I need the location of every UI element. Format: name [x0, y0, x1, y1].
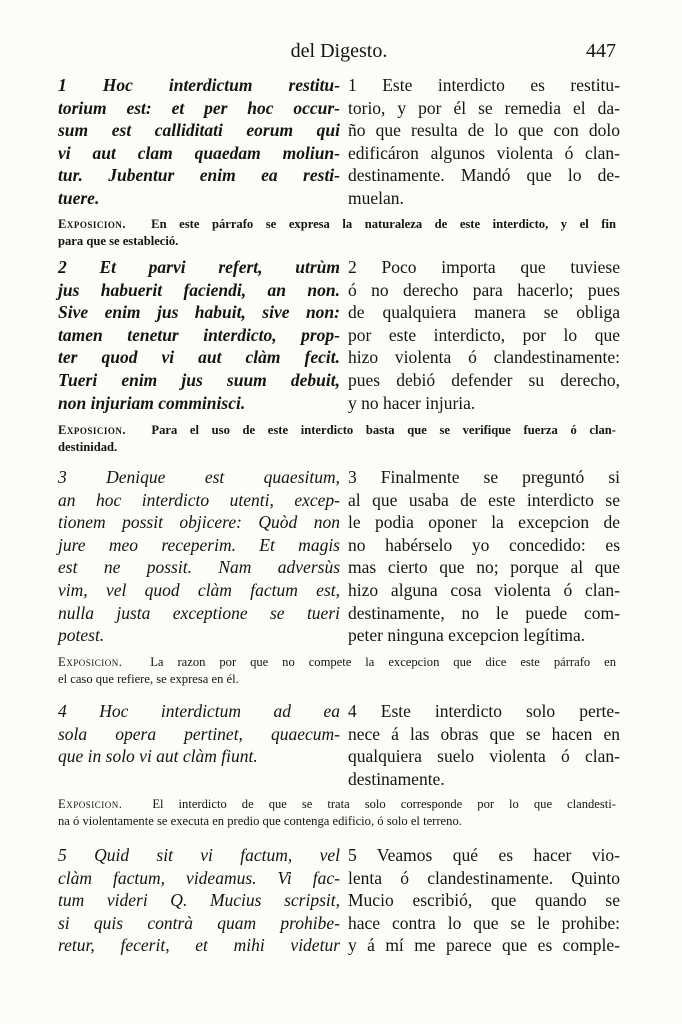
- latin-line: tur. Jubentur enim ea resti-: [58, 165, 340, 186]
- latin-line: torium est: et per hoc occur-: [58, 97, 340, 118]
- spanish-text: [348, 256, 620, 414]
- latin-line: ter quod vi aut clàm fecit.: [58, 347, 340, 368]
- exposicion-label: Exposicion.: [58, 217, 127, 231]
- latin-line: que in solo vi aut clàm fiunt.: [58, 746, 258, 767]
- latin-line: jure meo receperim. Et magis: [58, 534, 340, 555]
- spanish-line: hizo alguna cosa violenta ó clan-: [348, 579, 620, 600]
- section-1: [58, 74, 620, 248]
- page-header: [58, 40, 620, 68]
- exposicion-text: La razon por que no compete la excepcion que dice este párrafo en: [150, 655, 617, 669]
- latin-line: an hoc interdicto utenti, excep-: [58, 489, 340, 510]
- spanish-line: nece á las obras que se hacen en: [348, 723, 620, 744]
- latin-line: sum est calliditati eorum qui: [58, 120, 340, 141]
- section-5: [58, 844, 620, 964]
- latin-line: vi aut clam quaedam moliun-: [58, 142, 340, 163]
- spanish-line: pues debió defender su derecho,: [348, 369, 620, 390]
- exposicion-note: [58, 654, 616, 688]
- exposicion-note: [58, 216, 616, 250]
- latin-line: potest.: [58, 625, 105, 646]
- spanish-line: le podia oponer la excepcion de: [348, 512, 620, 533]
- latin-line: 1 Hoc interdictum restitu-: [58, 75, 340, 95]
- latin-line: tuere.: [58, 187, 100, 208]
- spanish-line: hizo violenta ó clandestinamente:: [348, 347, 620, 368]
- exposicion-text: el caso que refiere, se expresa en él.: [58, 672, 239, 686]
- spanish-line: lenta ó clandestinamente. Quinto: [348, 867, 620, 888]
- latin-line: vim, vel quod clàm factum est,: [58, 579, 340, 600]
- spanish-text: [348, 844, 620, 957]
- exposicion-note: [58, 796, 616, 830]
- latin-line: 4 Hoc interdictum ad ea: [58, 701, 340, 721]
- spanish-line: muelan.: [348, 187, 404, 208]
- spanish-line: destinamente.: [348, 768, 445, 789]
- spanish-line: peter ninguna excepcion legítima.: [348, 625, 586, 646]
- latin-line: retur, fecerit, et mihi videtur: [58, 935, 340, 956]
- latin-line: nulla justa exceptione se tueri: [58, 602, 340, 623]
- spanish-line: torio, y por él se remedia el da-: [348, 97, 620, 118]
- section-4: [58, 700, 620, 830]
- latin-line: Sive enim jus habuit, sive non:: [58, 302, 340, 323]
- latin-text: [58, 74, 340, 210]
- latin-line: 5 Quid sit vi factum, vel: [58, 845, 340, 865]
- spanish-line: y á mí me parece que es comple-: [348, 935, 620, 956]
- spanish-text: [348, 700, 620, 790]
- exposicion-text: En este párrafo se expresa la naturaleza de este interdicto, y el fin: [151, 217, 616, 231]
- exposicion-label: Exposicion.: [58, 797, 123, 811]
- latin-line: 3 Denique est quaesitum,: [58, 467, 340, 487]
- latin-line: tionem possit objicere: Quòd non: [58, 512, 340, 533]
- spanish-line: 4 Este interdicto solo perte-: [348, 701, 620, 721]
- spanish-line: 5 Veamos qué es hacer vio-: [348, 845, 620, 865]
- spanish-line: y no hacer injuria.: [348, 392, 476, 413]
- exposicion-text: na ó violentamente se executa en predio que contenga edificio, ó solo el terreno.: [58, 814, 462, 828]
- spanish-line: al que usaba de este interdicto se: [348, 489, 620, 510]
- exposicion-text: para que se estableció.: [58, 234, 179, 248]
- latin-text: [58, 256, 340, 414]
- exposicion-note: [58, 422, 616, 456]
- latin-line: tamen tenetur interdicto, prop-: [58, 324, 340, 345]
- exposicion-label: Exposicion.: [58, 423, 127, 437]
- section-3: [58, 466, 620, 686]
- spanish-line: destinamente, no le puede com-: [348, 602, 620, 623]
- spanish-line: ó no derecho para hacerlo; pues: [348, 279, 620, 300]
- spanish-text: [348, 466, 620, 647]
- latin-line: est ne possit. Nam adversùs: [58, 557, 340, 578]
- spanish-line: destinamente. Mandó que lo de-: [348, 165, 620, 186]
- latin-line: clàm factum, videamus. Vi fac-: [58, 867, 340, 888]
- running-title: del Digesto.: [290, 40, 388, 62]
- spanish-line: ño que resulta de lo que con dolo: [348, 120, 620, 141]
- page-number: 447: [586, 40, 616, 62]
- latin-text: [58, 700, 340, 768]
- spanish-line: por este interdicto, por lo que: [348, 324, 620, 345]
- latin-line: 2 Et parvi refert, utrùm: [58, 257, 340, 277]
- spanish-line: 2 Poco importa que tuviese: [348, 257, 620, 277]
- latin-line: non injuriam comminisci.: [58, 392, 246, 413]
- spanish-line: 3 Finalmente se preguntó si: [348, 467, 620, 487]
- spanish-line: hace contra lo que se le prohibe:: [348, 912, 620, 933]
- spanish-line: no habérselo yo concedido: es: [348, 534, 620, 555]
- spanish-line: qualquiera suelo violenta ó clan-: [348, 746, 620, 767]
- spanish-text: [348, 74, 620, 210]
- spanish-line: edificáron algunos violenta ó clan-: [348, 142, 620, 163]
- latin-text: [58, 844, 340, 957]
- exposicion-text: El interdicto de que se trata solo corresponde por lo que clandesti-: [152, 797, 616, 811]
- latin-line: sola opera pertinet, quaecum-: [58, 723, 340, 744]
- latin-line: Tueri enim jus suum debuit,: [58, 369, 340, 390]
- latin-text: [58, 466, 340, 647]
- spanish-line: Mucio escribió, que quando se: [348, 890, 620, 911]
- section-2: [58, 256, 620, 454]
- spanish-line: 1 Este interdicto es restitu-: [348, 75, 620, 95]
- spanish-line: de qualquiera manera se obliga: [348, 302, 620, 323]
- exposicion-text: Para el uso de este interdicto basta que se verifique fuerza ó clan-: [151, 423, 617, 437]
- spanish-line: mas cierto que no; porque al que: [348, 557, 620, 578]
- latin-line: si quis contrà quam prohibe-: [58, 912, 340, 933]
- latin-line: tum videri Q. Mucius scripsit,: [58, 890, 340, 911]
- exposicion-label: Exposicion.: [58, 655, 123, 669]
- latin-line: jus habuerit faciendi, an non.: [58, 279, 340, 300]
- exposicion-text: destinidad.: [58, 440, 118, 454]
